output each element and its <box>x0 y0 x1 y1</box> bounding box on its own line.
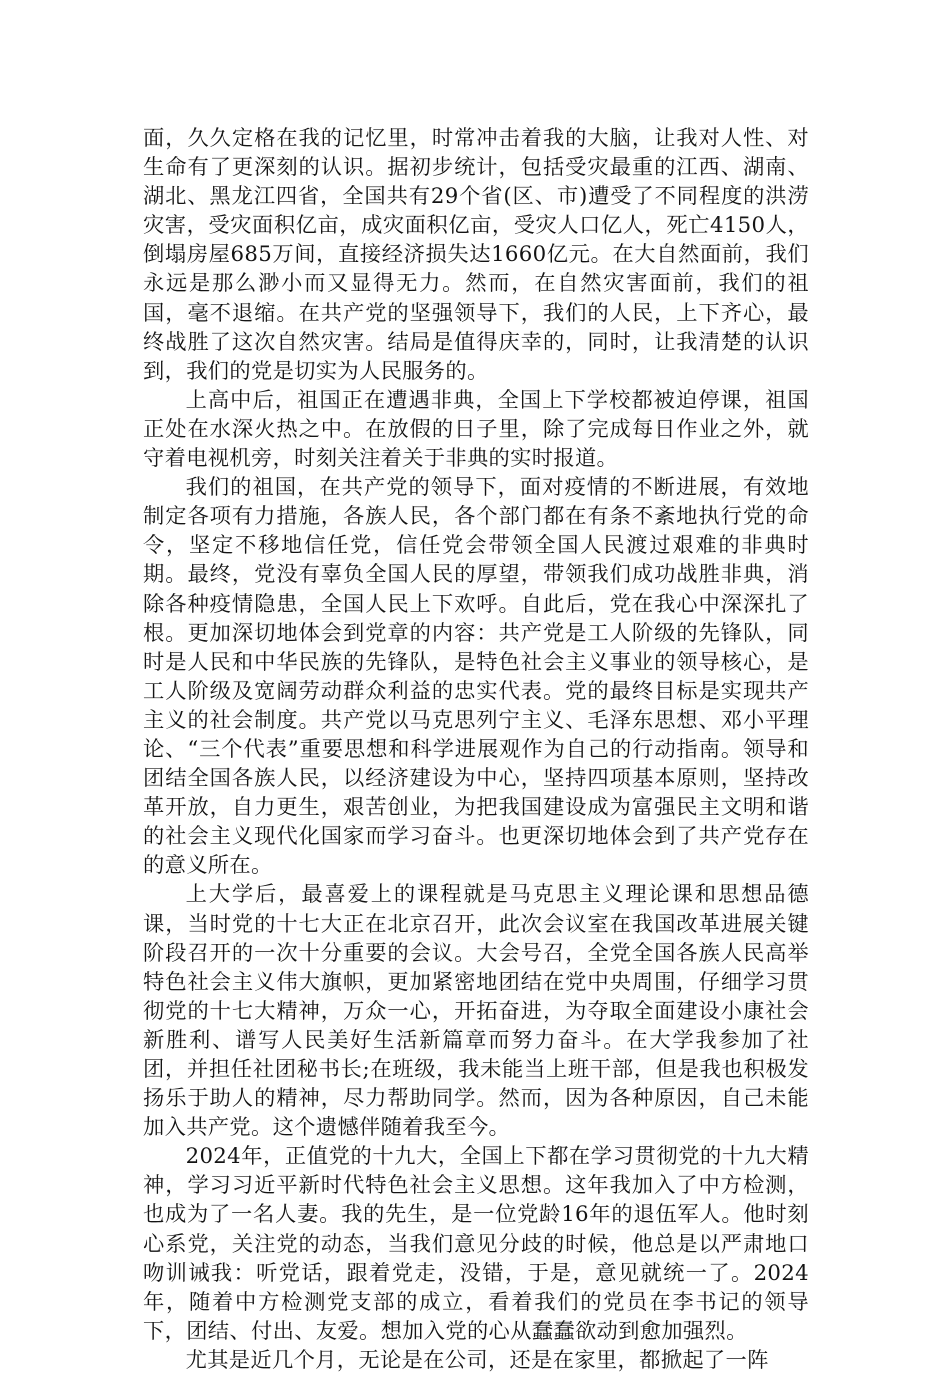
paragraph-2024: 2024年，正值党的十九大，全国上下都在学习贯彻党的十九大精神，学习习近平新时代特色社会主义思想。这年我加入了中方检测，也成为了一名人妻。我的先生，是一位党龄16年的退伍军人。他时刻心系党，关注党的动态，当我们意见分歧的时候，他总是以严肃地口吻训诫我：听党话，跟着党走，没错，于是，意见就统一了。2024年，随着中方检测党支部的成立，看着我们的党员在李书记的领导下，团结、付出、友爱。想加入党的心从蠢蠢欲动到愈加强烈。 <box>143 1144 809 1344</box>
paragraph-high-school: 上高中后，祖国正在遭遇非典，全国上下学校都被迫停课，祖国正处在水深火热之中。在放假的日子里，除了完成每日作业之外，就守着电视机旁，时刻关注着关于非典的实时报道。 <box>143 387 809 472</box>
paragraph-recent: 尤其是近几个月，无论是在公司，还是在家里，都掀起了一阵 <box>185 1347 769 1373</box>
paragraph-university: 上大学后，最喜爱上的课程就是马克思主义理论课和思想品德课，当时党的十七大正在北京召开，此次会议室在我国改革进展关键阶段召开的一次十分重要的会议。大会号召，全党全国各族人民高举特色社会主义伟大旗帜，更加紧密地团结在党中央周围，仔细学习贯彻党的十七大精神，万众一心，开拓奋进，为夺取全面建设小康社会新胜利、谱写人民美好生活新篇章而努力奋斗。在大学我参加了社团，并担任社团秘书长;在班级，我未能当上班干部，但是我也积极发扬乐于助人的精神，尽力帮助同学。然而，因为各种原因，自己未能加入共产党。这个遗憾伴随着我至今。 <box>143 882 809 1141</box>
paragraph-sars: 我们的祖国，在共产党的领导下，面对疫情的不断进展，有效地制定各项有力措施，各族人民，各个部门都在有条不紊地执行党的命令，坚定不移地信任党，信任党会带领全国人民渡过艰难的非典时期。最终，党没有辜负全国人民的厚望，带领我们成功战胜非典，消除各种疫情隐患，全国人民上下欢呼。自此后，党在我心中深深扎了根。更加深切地体会到党章的内容：共产党是工人阶级的先锋队，同时是人民和中华民族的先锋队，是特色社会主义事业的领导核心，是工人阶级及宽阔劳动群众利益的忠实代表。党的最终目标是实现共产主义的社会制度。共产党以马克思列宁主义、毛泽东思想、邓小平理论、“三个代表”重要思想和科学进展观作为自己的行动指南。领导和团结全国各族人民，以经济建设为中心，坚持四项基本原则，坚持改革开放，自力更生，艰苦创业，为把我国建设成为富强民主文明和谐的社会主义现代化国家而学习奋斗。也更深切地体会到了共产党存在的意义所在。 <box>143 475 809 879</box>
paragraph-flood: 面，久久定格在我的记忆里，时常冲击着我的大脑，让我对人性、对生命有了更深刻的认识。据初步统计，包括受灾最重的江西、湖南、湖北、黑龙江四省，全国共有29个省(区、市)遭受了不同程度的洪涝灾害，受灾面积亿亩，成灾面积亿亩，受灾人口亿人，死亡4150人，倒塌房屋685万间，直接经济损失达1660亿元。在大自然面前，我们永远是那么渺小而又显得无力。然而，在自然灾害面前，我们的祖国，毫不退缩。在共产党的坚强领导下，我们的人民，上下齐心，最终战胜了这次自然灾害。结局是值得庆幸的，同时，让我清楚的认识到，我们的党是切实为人民服务的。 <box>143 126 809 384</box>
document-page <box>143 124 809 1375</box>
